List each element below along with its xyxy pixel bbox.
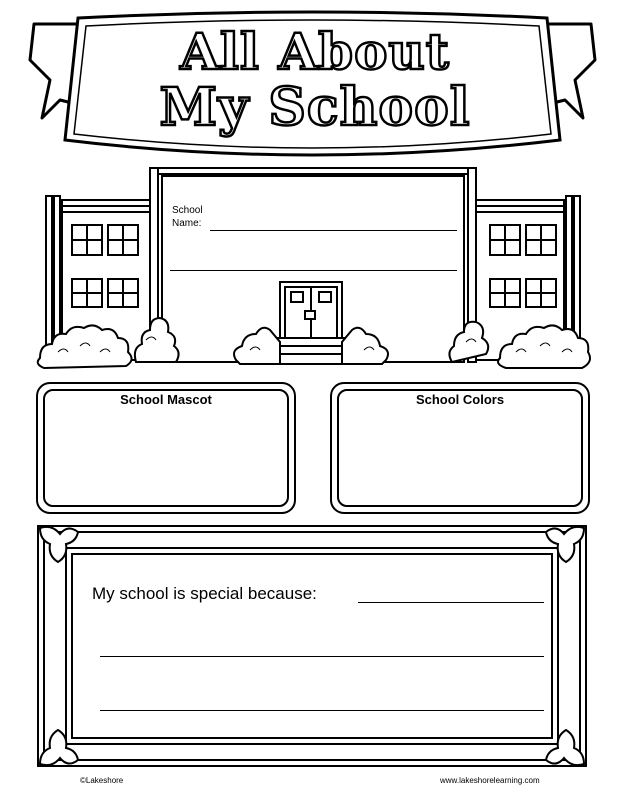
title-line-1: All About xyxy=(180,22,450,81)
special-frame xyxy=(0,520,625,780)
school-colors-box[interactable] xyxy=(330,382,590,514)
website-footer: www.lakeshorelearning.com xyxy=(440,776,540,785)
copyright-footer: ©Lakeshore xyxy=(80,776,124,785)
school-name-line-2[interactable] xyxy=(170,270,457,271)
special-answer-line-2[interactable] xyxy=(100,656,544,657)
school-colors-label: School Colors xyxy=(415,392,505,407)
school-mascot-box[interactable] xyxy=(36,382,296,514)
special-because-prompt: My school is special because: xyxy=(92,584,317,603)
special-answer-line-1[interactable] xyxy=(358,602,544,603)
school-name-label-line1: School xyxy=(172,205,203,216)
school-name-label-line2: Name: xyxy=(172,218,202,229)
school-name-line-1[interactable] xyxy=(210,230,457,231)
special-answer-line-3[interactable] xyxy=(100,710,544,711)
school-mascot-label: School Mascot xyxy=(120,392,212,407)
title-line-2: My School xyxy=(159,77,471,138)
